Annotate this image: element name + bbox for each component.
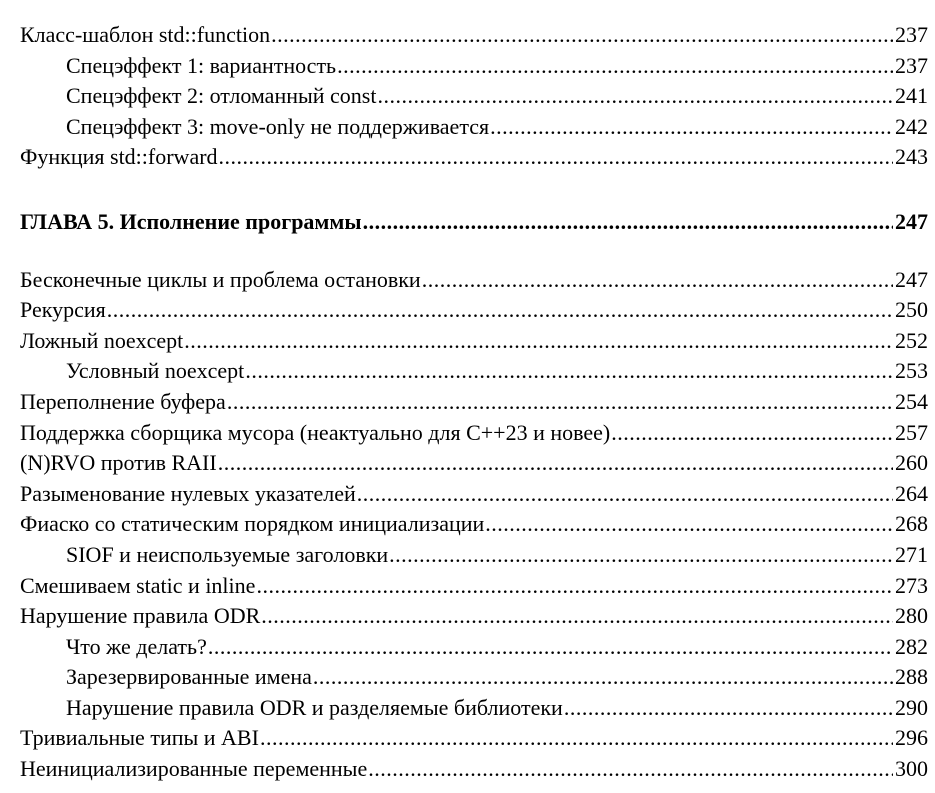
toc-entry-title: Фиаско со статическим порядком инициализации [20, 511, 485, 537]
toc-entry [20, 479, 928, 510]
toc-entry-title: Неинициализированные переменные [20, 756, 368, 782]
toc-leader-dots [107, 295, 893, 326]
toc-leader-dots [245, 356, 893, 387]
toc-entry-page: 247 [895, 266, 928, 292]
toc-entry [20, 601, 928, 632]
toc-entry-page: 243 [895, 144, 928, 170]
toc-leader-dots [611, 418, 893, 449]
toc-entry-page: 271 [895, 541, 928, 567]
toc-entry-page: 242 [895, 113, 928, 139]
toc-entry-page: 237 [895, 52, 928, 78]
toc-entry [20, 326, 928, 357]
toc-subentry [20, 51, 928, 82]
toc-entry-title: Разыменование нулевых указателей [20, 480, 356, 506]
toc-subentry [20, 662, 928, 693]
toc-entry-title: Переполнение буфера [20, 388, 226, 414]
toc-entry-page: 290 [895, 694, 928, 720]
toc-entry-page: 280 [895, 603, 928, 629]
toc-leader-dots [490, 112, 893, 143]
toc-entry [20, 448, 928, 479]
toc-entry-title: Смешиваем static и inline [20, 572, 256, 598]
toc-subentry [20, 112, 928, 143]
toc-entry [20, 295, 928, 326]
toc-entry-title: Бесконечные циклы и проблема остановки [20, 266, 421, 292]
toc-leader-dots [357, 479, 893, 510]
toc-leader-dots [337, 51, 893, 82]
toc-entry-page: 237 [895, 22, 928, 47]
toc-subentry [20, 81, 928, 112]
toc-entry-title: Зарезервированные имена [66, 664, 312, 690]
toc-leader-dots [208, 632, 893, 663]
toc-leader-dots [368, 754, 893, 785]
toc-subentry [20, 540, 928, 571]
toc-leader-dots [271, 20, 893, 51]
toc-entry-title: Тривиальные типы и ABI [20, 725, 259, 751]
toc-entry [20, 509, 928, 540]
toc-entry-title: SIOF и неиспользуемые заголовки [66, 541, 389, 567]
toc-entry-title: Рекурсия [20, 297, 106, 323]
toc-leader-dots [261, 601, 893, 632]
toc-subentry [20, 693, 928, 724]
toc-entry-page: 241 [895, 83, 928, 109]
toc-subentry [20, 356, 928, 387]
toc-entry [20, 571, 928, 602]
toc-entry-page: 250 [895, 297, 928, 323]
toc-entry-page: 260 [895, 450, 928, 476]
toc-leader-dots [227, 387, 893, 418]
toc-entry [20, 754, 928, 785]
toc-entry-title: Условный noexcept [66, 358, 245, 384]
toc-entry-title: Что же делать? [66, 633, 207, 659]
toc-entry [20, 418, 928, 449]
toc-entry-title: Класс-шаблон std::function [20, 22, 271, 47]
toc-entry-title: Нарушение правила ODR и разделяемые библиотеки [66, 694, 563, 720]
toc-entry-page: 257 [895, 419, 928, 445]
toc-entry [20, 723, 928, 754]
toc-entry-page: 296 [895, 725, 928, 751]
toc-entry-title: Поддержка сборщика мусора (неактуально для C++23 и новее) [20, 419, 611, 445]
toc-entry-title: Спецэффект 2: отломанный const [66, 83, 377, 109]
toc-entry-page: 253 [895, 358, 928, 384]
toc-entry-page: 252 [895, 327, 928, 353]
toc-entry [20, 265, 928, 296]
toc-leader-dots [389, 540, 893, 571]
toc-entry-title: Спецэффект 1: вариантность [66, 52, 337, 78]
toc-entry-page: 264 [895, 480, 928, 506]
toc-leader-dots [377, 81, 893, 112]
toc-chapter-heading [20, 207, 928, 238]
table-of-contents [20, 20, 928, 785]
toc-entry-title: Спецэффект 3: move-only не поддерживается [66, 113, 490, 139]
chapter-page: 247 [895, 208, 928, 234]
toc-entry-page: 268 [895, 511, 928, 537]
toc-leader-dots [363, 207, 893, 238]
toc-leader-dots [422, 265, 893, 296]
toc-entry-page: 288 [895, 664, 928, 690]
toc-leader-dots [260, 723, 893, 754]
toc-entry [20, 387, 928, 418]
toc-entry-title: Нарушение правила ODR [20, 603, 261, 629]
toc-entry-title: Ложный noexcept [20, 327, 184, 353]
toc-entry-page: 300 [895, 756, 928, 782]
chapter-title: ГЛАВА 5. Исполнение программы [20, 208, 362, 234]
toc-entry-title: Функция std::forward [20, 144, 218, 170]
toc-leader-dots [485, 509, 893, 540]
toc-entry-title: (N)RVO против RAII [20, 450, 217, 476]
toc-leader-dots [184, 326, 893, 357]
toc-subentry [20, 632, 928, 663]
toc-entry-page: 282 [895, 633, 928, 659]
toc-leader-dots [218, 448, 893, 479]
toc-leader-dots [219, 142, 893, 173]
toc-entry [20, 20, 928, 51]
toc-leader-dots [256, 571, 893, 602]
toc-entry-page: 254 [895, 388, 928, 414]
toc-entry-page: 273 [895, 572, 928, 598]
toc-entry [20, 142, 928, 173]
toc-leader-dots [564, 693, 893, 724]
toc-leader-dots [313, 662, 893, 693]
